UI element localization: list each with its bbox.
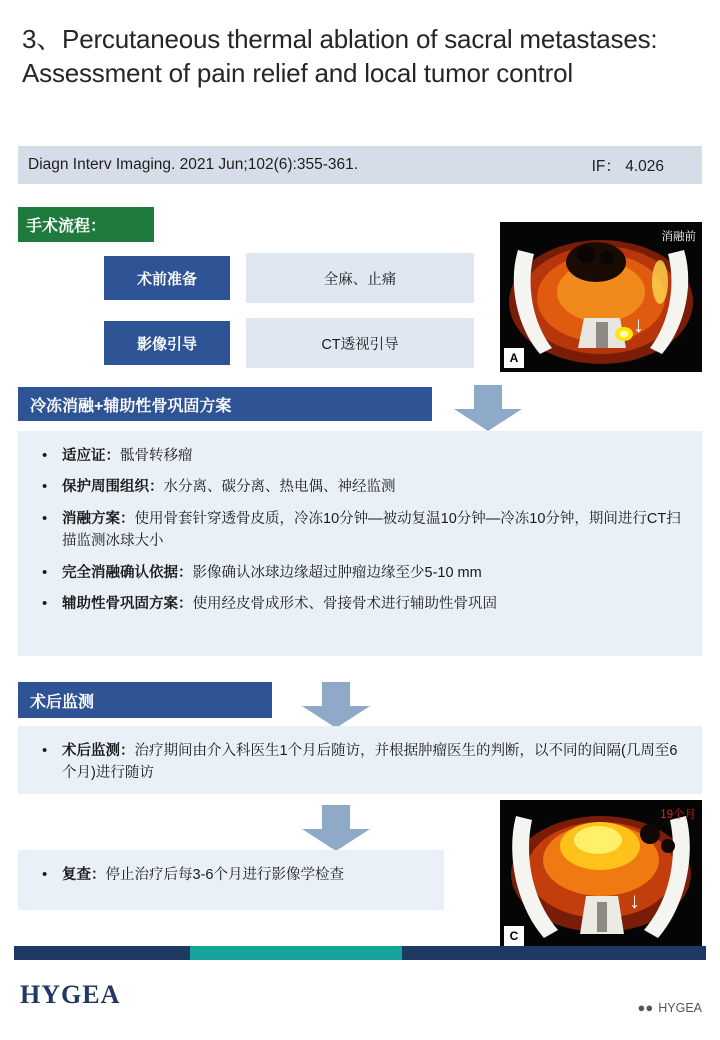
footer-color-bar (14, 946, 706, 960)
down-arrow-icon-1 (452, 385, 524, 431)
procedure-header: 手术流程： (18, 207, 154, 242)
value-image-guidance: CT透视引导 (246, 318, 474, 368)
post-monitoring-band: 术后监测 (18, 682, 272, 718)
impact-factor: IF： 4.026 (591, 158, 664, 175)
bullet-text: 使用经皮骨成形术、骨接骨术进行辅助性骨巩固 (192, 596, 497, 613)
ct-top-note: 消融前 (661, 231, 696, 243)
bullet-term: 保护周围组织： (62, 479, 164, 496)
ct-top-pointer-arrow: ↓ (633, 312, 644, 337)
bullet-text: 骶骨转移瘤 (120, 448, 193, 464)
followup-bullet-list (18, 850, 444, 886)
ct-bottom-pointer-arrow: ↓ (629, 888, 640, 913)
cryoablation-band: 冷冻消融+辅助性骨巩固方案 (18, 387, 432, 421)
cryoablation-bullet-list (18, 431, 702, 616)
page-title: 3、Percutaneous thermal ablation of sacral metastases: Assessment of pain relief and local tumor control (22, 24, 658, 89)
ct-bottom-panel-letter: C (504, 926, 524, 946)
bullet-text: 使用骨套针穿透骨皮质，冷冻10分钟—被动复温10分钟—冷冻10分钟，期间进行CT扫描监测冰球大小 (62, 510, 681, 550)
wechat-label: HYGEA (658, 1000, 702, 1015)
bullet-term: 适应证： (62, 448, 120, 464)
label-preop-prep: 术前准备 (104, 256, 230, 300)
footer-segment-navy-left (14, 946, 190, 960)
bullet-text: 水分离、碳分离、热电偶、神经监测 (163, 479, 396, 496)
bullet-text: 影像确认冰球边缘超过肿瘤边缘至少5-10 mm (192, 564, 482, 581)
wechat-icon: ●● (637, 1000, 654, 1015)
journal-citation: Diagn Interv Imaging. 2021 Jun;102(6):355-361. (28, 156, 359, 173)
brand-logo: HYGEA (20, 980, 121, 1009)
bullet-term: 术后监测： (62, 743, 135, 759)
label-image-guidance: 影像引导 (104, 321, 230, 365)
ct-image-bottom-graphic (500, 800, 702, 950)
list-item (36, 593, 684, 615)
followup-box (18, 850, 444, 910)
bullet-term: 完全消融确认依据： (62, 564, 193, 581)
list-item (36, 508, 684, 553)
ct-image-top-graphic (500, 222, 702, 372)
down-arrow-icon-2 (300, 682, 372, 728)
post-monitoring-bullet-list (18, 726, 702, 785)
list-item (36, 476, 684, 498)
ct-image-pre-ablation (500, 222, 702, 372)
list-item (36, 562, 684, 584)
footer-segment-teal (190, 946, 402, 960)
bullet-term: 消融方案： (62, 510, 135, 527)
list-item (36, 445, 684, 467)
bullet-term: 复查： (62, 867, 106, 883)
down-arrow-icon-3 (300, 805, 372, 851)
footer-segment-navy-right (402, 946, 706, 960)
cryoablation-details-box (18, 431, 702, 656)
wechat-credit (638, 1000, 702, 1015)
ct-top-panel-letter: A (504, 348, 524, 368)
list-item (36, 864, 426, 886)
value-preop-prep: 全麻、止痛 (246, 253, 474, 303)
bullet-term: 辅助性骨巩固方案： (62, 596, 193, 613)
bullet-text: 治疗期间由介入科医生1个月后随访，并根据肿瘤医生的判断，以不同的间隔(几周至6个月)进行随访 (62, 743, 678, 782)
bullet-text: 停止治疗后每3-6个月进行影像学检查 (105, 867, 344, 883)
journal-bar (18, 146, 702, 184)
ct-image-followup (500, 800, 702, 950)
ct-bottom-note: 19个月 (660, 809, 696, 821)
post-monitoring-box (18, 726, 702, 794)
list-item (36, 740, 684, 785)
